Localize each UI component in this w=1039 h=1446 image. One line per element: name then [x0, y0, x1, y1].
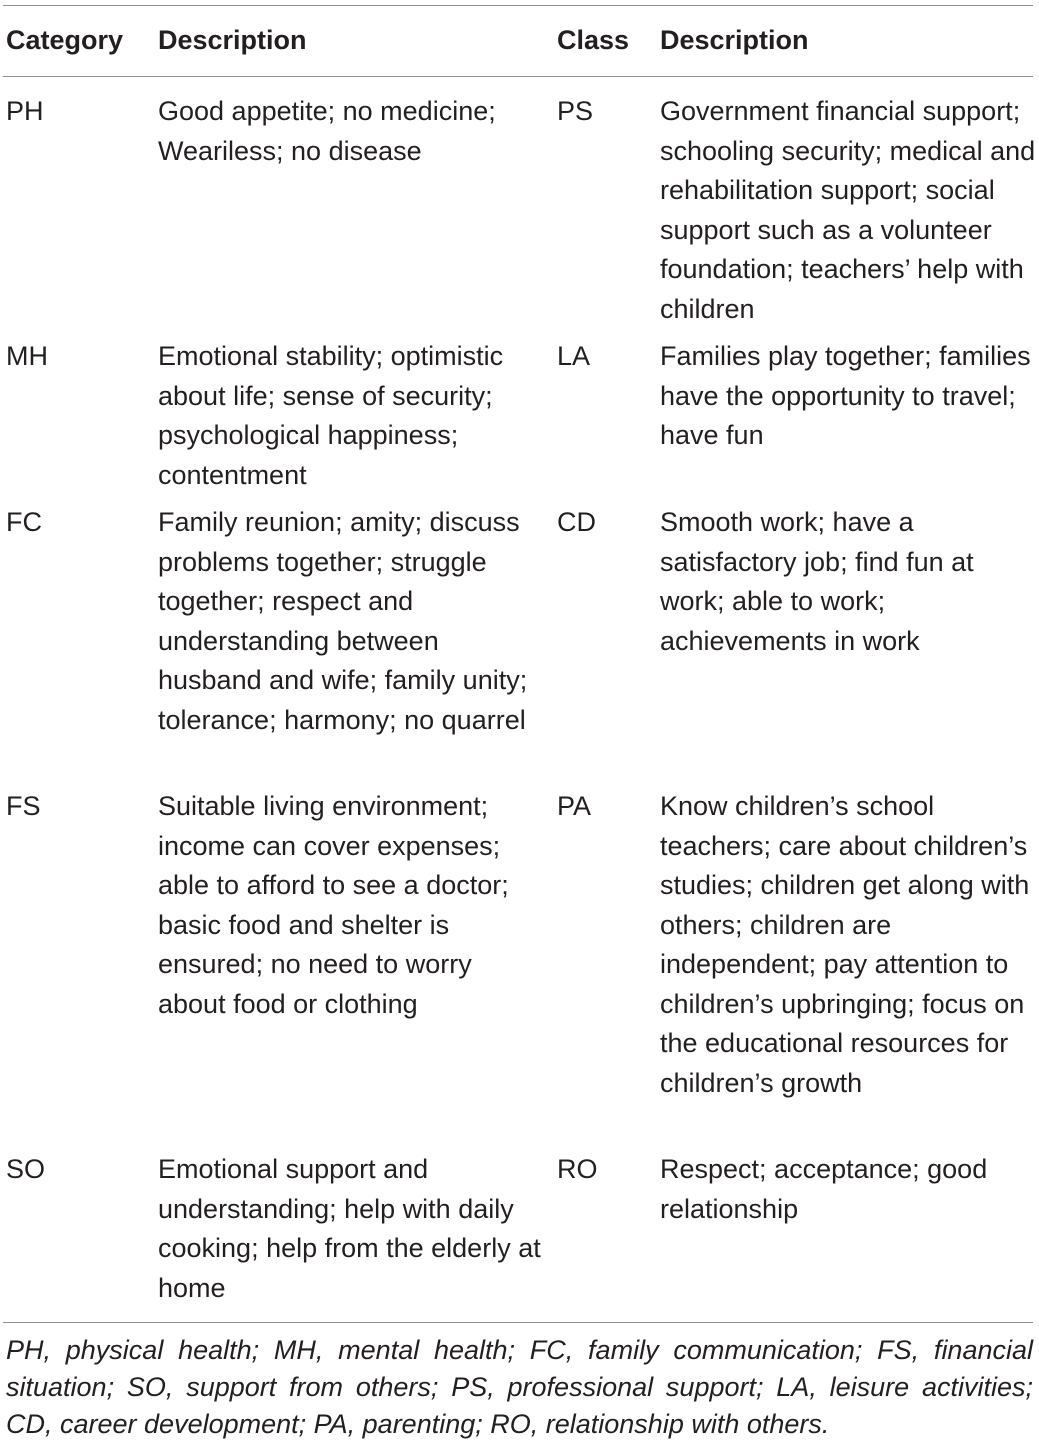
- category-description: Suitable living environment; income can cover expenses; able to afford to see a doctor; basic food and shelter is ensured; no need to worry about food or clothing: [158, 791, 509, 1019]
- table-footnote: PH, physical health; MH, mental health; FC, family communication; FS, financial situation; SO, support from others; PS, professional support; LA, leisure activities; CD, career development; PA, parenting; RO, relationship with others.: [6, 1335, 1033, 1439]
- header-class: Class: [557, 25, 630, 55]
- category-code: FS: [6, 791, 41, 821]
- class-code: PA: [557, 791, 592, 821]
- header-class-description: Description: [660, 25, 809, 55]
- class-description: Government financial support; schooling security; medical and rehabilitation support; social support such as a volunteer foundation; teachers’ help with children: [660, 96, 1036, 324]
- category-description: Emotional stability; optimistic about life; sense of security; psychological happiness; contentment: [158, 341, 504, 490]
- category-code: PH: [6, 96, 44, 126]
- category-code: SO: [6, 1154, 46, 1184]
- class-code: RO: [557, 1154, 598, 1184]
- table-top-rule: [3, 5, 1033, 6]
- class-code: CD: [557, 507, 596, 537]
- table-header-rule: [3, 76, 1033, 77]
- category-code: MH: [6, 341, 48, 371]
- class-description: Respect; acceptance; good relationship: [660, 1154, 988, 1224]
- class-description: Families play together; families have the opportunity to travel; have fun: [660, 341, 1031, 450]
- category-description: Family reunion; amity; discuss problems together; struggle together; respect and understanding between husband and wife; family unity; tolerance; harmony; no quarrel: [158, 507, 528, 735]
- table-bottom-rule: [3, 1322, 1033, 1323]
- class-code: LA: [557, 341, 591, 371]
- category-description: Emotional support and understanding; help with daily cooking; help from the elderly at home: [158, 1154, 541, 1303]
- class-description: Know children’s school teachers; care about children’s studies; children get along with others; children are independent; pay attention to children’s upbringing; focus on the educational resources for children’s growth: [660, 791, 1030, 1098]
- header-category: Category: [6, 25, 124, 55]
- class-description: Smooth work; have a satisfactory job; find fun at work; able to work; achievements in work: [660, 507, 974, 656]
- class-code: PS: [557, 96, 594, 126]
- category-description: Good appetite; no medicine; Weariless; no disease: [158, 96, 496, 166]
- header-category-description: Description: [158, 25, 307, 55]
- category-code: FC: [6, 507, 42, 537]
